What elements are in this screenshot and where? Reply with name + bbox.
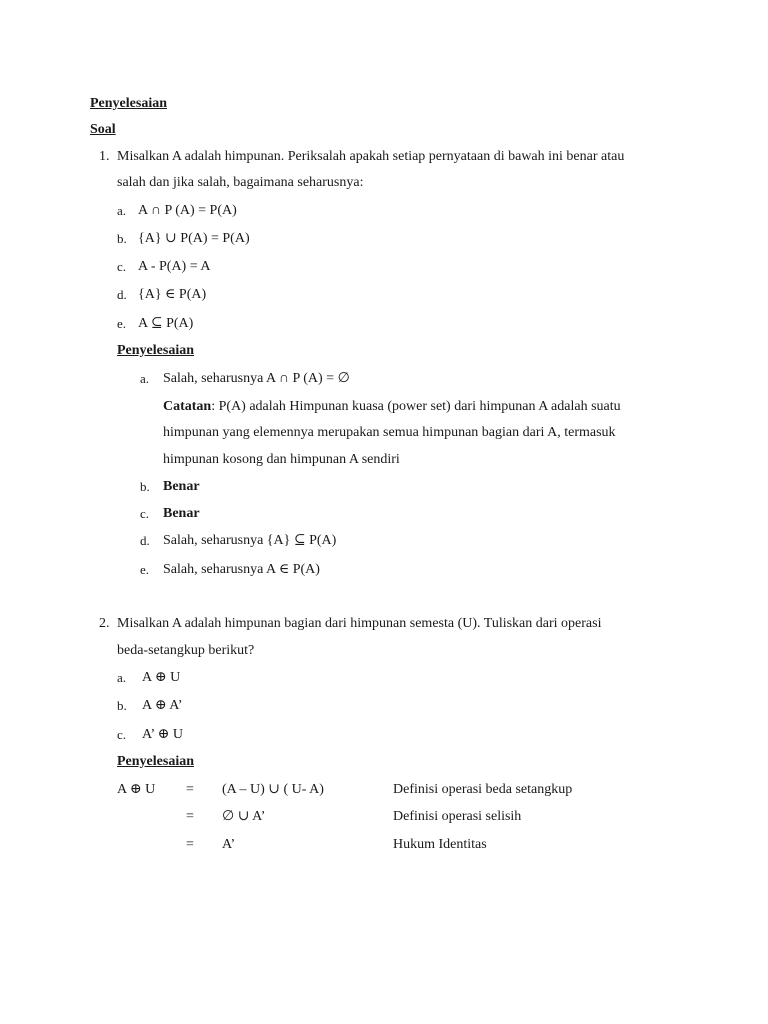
q2-item-marker: b. <box>117 698 127 713</box>
q1-item-text: A ⊆ P(A) <box>138 316 194 331</box>
q1-item-marker: c. <box>117 259 127 274</box>
q1-note-line2: himpunan yang elemennya merupakan semua himpunan bagian dari A, termasuk <box>163 425 616 440</box>
q1-text-line2: salah dan jika salah, bagaimana seharusnya: <box>117 175 364 190</box>
q1-answer-text: Benar <box>163 479 200 494</box>
q1-answer-marker: c. <box>140 506 150 521</box>
note-label: Catatan <box>163 399 212 414</box>
q2-row-eq: = <box>186 809 194 824</box>
q1-number: 1. <box>99 149 110 164</box>
q2-row-lhs: A ⊕ U <box>117 782 156 797</box>
q1-item-marker: b. <box>117 231 127 246</box>
q2-item-marker: a. <box>117 670 127 685</box>
q1-answer-text: Salah, seharusnya {A} ⊆ P(A) <box>163 533 337 548</box>
note-text: : P(A) adalah Himpunan kuasa (power set) dari himpunan A adalah suatu <box>211 399 621 414</box>
q2-row-eq: = <box>186 782 194 797</box>
q2-item-text: A ⊕ A’ <box>142 698 183 713</box>
q2-solution-label: Penyelesaian <box>117 754 194 769</box>
q2-row-reason: Definisi operasi selisih <box>393 809 522 824</box>
document-heading: Penyelesaian <box>90 96 167 111</box>
q2-text-line2: beda-setangkup berikut? <box>117 643 255 658</box>
q1-answer-marker: b. <box>140 479 150 494</box>
q2-row-reason: Hukum Identitas <box>393 837 487 852</box>
q1-item-marker: a. <box>117 203 127 218</box>
q2-number: 2. <box>99 616 110 631</box>
q2-text-line1: Misalkan A adalah himpunan bagian dari himpunan semesta (U). Tuliskan dari operasi <box>117 616 602 631</box>
q2-row-expr: ∅ ∪ A’ <box>222 809 266 824</box>
q1-answer-text: Benar <box>163 506 200 521</box>
q1-item-text: A - P(A) = A <box>138 259 211 274</box>
q2-item-marker: c. <box>117 727 127 742</box>
q1-answer-text: Salah, seharusnya A ∩ P (A) = ∅ <box>163 371 350 386</box>
q1-solution-label: Penyelesaian <box>117 343 194 358</box>
q1-item-text: A ∩ P (A) = P(A) <box>138 203 237 218</box>
q2-row-expr: A’ <box>222 837 236 852</box>
q1-item-marker: d. <box>117 287 127 302</box>
q2-row-reason: Definisi operasi beda setangkup <box>393 782 573 797</box>
q2-row-expr: (A – U) ∪ ( U- A) <box>222 782 324 797</box>
q2-row-eq: = <box>186 837 194 852</box>
q1-answer-marker: a. <box>140 371 150 386</box>
q1-text-line1: Misalkan A adalah himpunan. Periksalah apakah setiap pernyataan di bawah ini benar atau <box>117 149 625 164</box>
q1-answer-marker: e. <box>140 562 150 577</box>
q1-item-text: {A} ∈ P(A) <box>138 287 207 302</box>
q2-item-text: A’ ⊕ U <box>142 727 184 742</box>
q1-answer-marker: d. <box>140 533 150 548</box>
q2-item-text: A ⊕ U <box>142 670 181 685</box>
soal-label: Soal <box>90 122 116 137</box>
q1-note-line1 <box>163 398 621 416</box>
q1-item-text: {A} ∪ P(A) = P(A) <box>138 231 250 246</box>
q1-note-line3: himpunan kosong dan himpunan A sendiri <box>163 452 400 467</box>
q1-answer-text: Salah, seharusnya A ∈ P(A) <box>163 562 320 577</box>
q1-item-marker: e. <box>117 316 127 331</box>
